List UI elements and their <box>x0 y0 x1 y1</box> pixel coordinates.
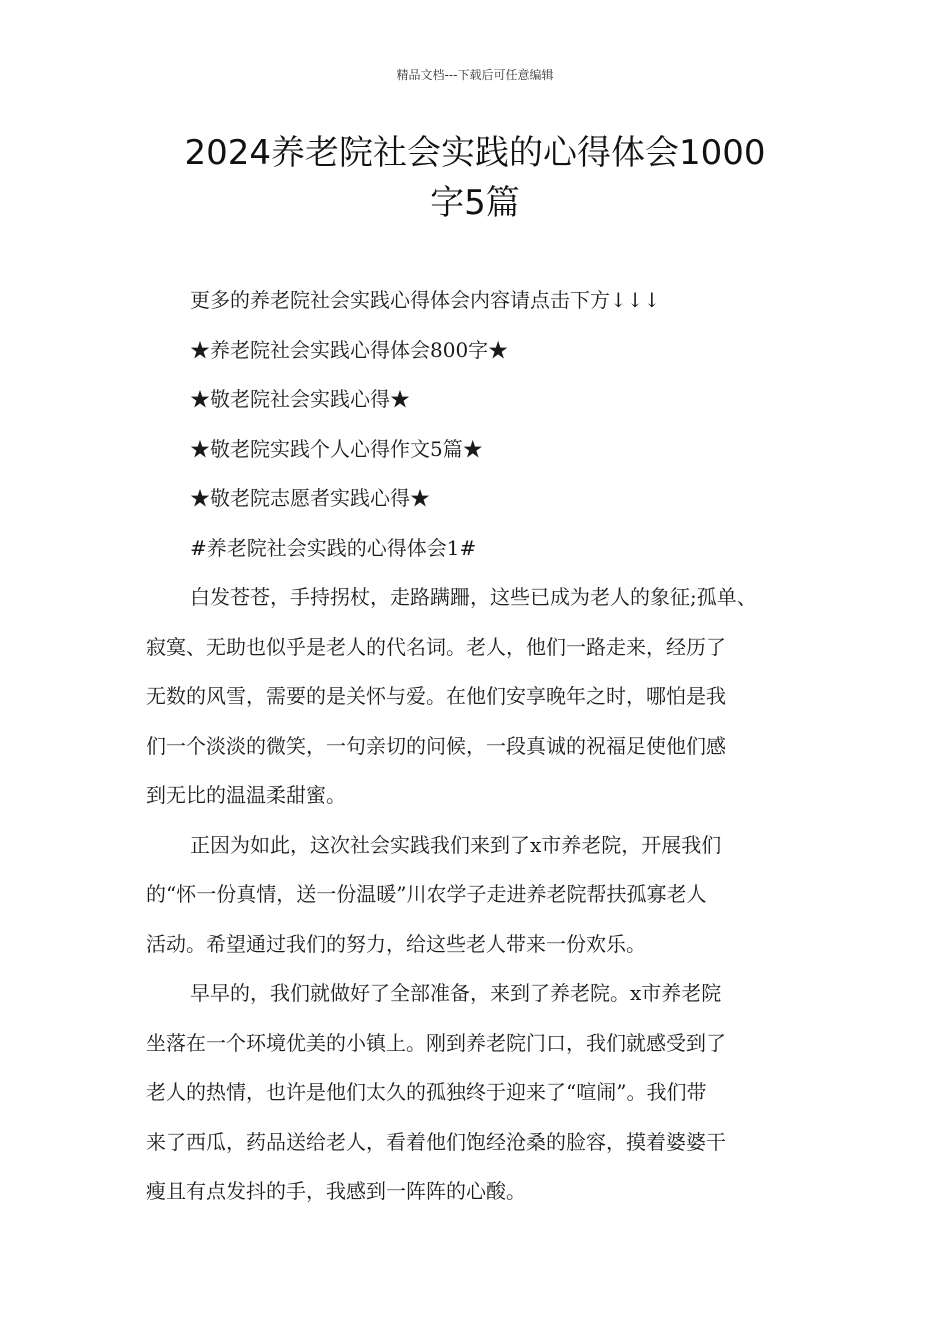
paragraph-line: 到无比的温温柔甜蜜。 <box>146 783 346 807</box>
paragraph-line: 来了西瓜，药品送给老人，看着他们饱经沧桑的脸容，摸着婆婆干 <box>146 1129 726 1154</box>
paragraph-3 <box>146 973 836 1221</box>
paragraph-1 <box>146 577 836 825</box>
paragraph-line: 寂寞、无助也似乎是老人的代名词。老人，他们一路走来，经历了 <box>146 634 726 659</box>
section-heading: #养老院社会实践的心得体会1# <box>190 535 477 560</box>
related-link-4[interactable]: ★敬老院志愿者实践心得★ <box>190 486 430 510</box>
page-title <box>100 128 850 228</box>
related-link-3[interactable]: ★敬老院实践个人心得作文5篇★ <box>190 436 483 461</box>
paragraph-line: 早早的，我们就做好了全部准备，来到了养老院。x市养老院 <box>190 981 722 1005</box>
page-title-line-2: 字5篇 <box>430 183 520 223</box>
more-content-prompt: 更多的养老院社会实践心得体会内容请点击下方↓↓↓ <box>190 288 661 312</box>
paragraph-line: 瘦且有点发抖的手，我感到一阵阵的心酸。 <box>146 1179 526 1203</box>
paragraph-line: 白发苍苍，手持拐杖，走路蹒跚，这些已成为老人的象征;孤单、 <box>190 585 757 609</box>
paragraph-line: 们一个淡淡的微笑，一句亲切的问候，一段真诚的祝福足使他们感 <box>146 733 726 758</box>
paragraph-line: 老人的热情，也许是他们太久的孤独终于迎来了“喧闹”。我们带 <box>146 1080 707 1104</box>
paragraph-2 <box>146 825 836 974</box>
paragraph-line: 坐落在一个环境优美的小镇上。刚到养老院门口，我们就感受到了 <box>146 1030 726 1055</box>
paragraph-line: 正因为如此，这次社会实践我们来到了x市养老院，开展我们 <box>190 832 722 857</box>
page-title-line-1: 2024养老院社会实践的心得体会1000 <box>184 133 766 173</box>
paragraph-line: 活动。希望通过我们的努力，给这些老人带来一份欢乐。 <box>146 931 646 956</box>
related-link-1[interactable]: ★养老院社会实践心得体会800字★ <box>190 337 509 362</box>
paragraph-line: 的“怀一份真情，送一份温暖”川农学子走进养老院帮扶孤寡老人 <box>146 882 707 906</box>
paragraph-line: 无数的风雪，需要的是关怀与爱。在他们安享晚年之时，哪怕是我 <box>146 684 726 708</box>
related-link-2[interactable]: ★敬老院社会实践心得★ <box>190 387 410 411</box>
document-body <box>146 280 836 1221</box>
header-note: 精品文档---下载后可任意编辑 <box>396 68 554 82</box>
